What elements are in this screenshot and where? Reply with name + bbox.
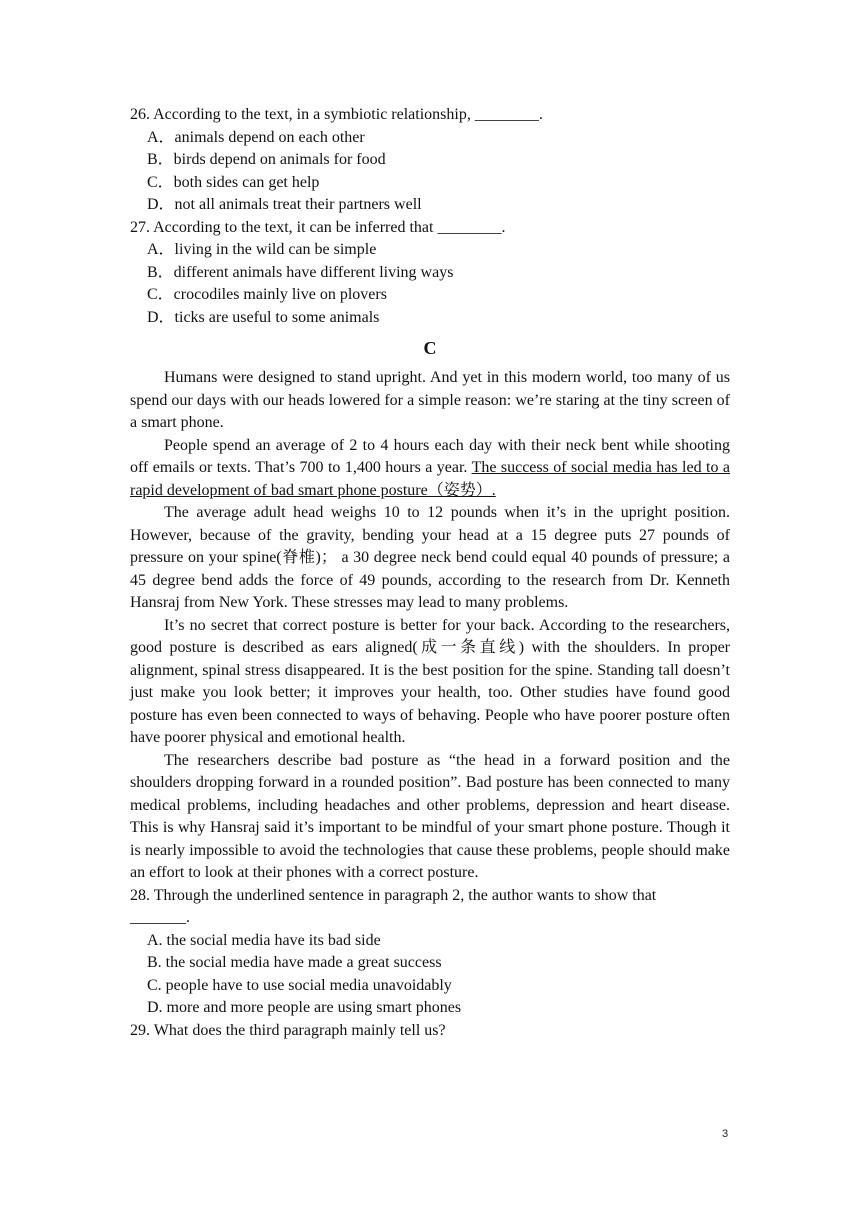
question-26-option-d: D．not all animals treat their partners well xyxy=(147,196,422,213)
document-page xyxy=(130,104,730,1042)
question-27-option-c: C．crocodiles mainly live on plovers xyxy=(147,286,387,303)
question-27-option-a: A．living in the wild can be simple xyxy=(147,241,377,258)
question-28-stem: 28. Through the underlined sentence in paragraph 2, the author wants to show that xyxy=(130,886,657,904)
passage-paragraph-2-text: People spend an average of 2 to 4 hours each day with their neck bent while shooting off emails or texts. That’s 700 to 1,400 hours a year. xyxy=(130,436,730,476)
page-number: 3 xyxy=(722,1128,729,1140)
passage-paragraph-4: It’s no secret that correct posture is better for your back. According to the researchers, good posture is described as ears aligned(成一条直线) with the shoulders. In proper alignment, spinal stress disappeared. It is the best position for the spine. Standing tall doesn’t just make you look better; it improves your health, too. Other studies have found good posture has even been connected to ways of behaving. People who have poorer posture often have poorer physical and emotional health. xyxy=(130,616,730,746)
question-28-option-c: C. people have to use social media unavoidably xyxy=(147,976,452,994)
question-28-blank: _______. xyxy=(130,909,190,926)
question-26-option-b: B．birds depend on animals for food xyxy=(147,151,386,168)
question-26-option-c: C．both sides can get help xyxy=(147,173,320,191)
passage-paragraph-1: Humans were designed to stand upright. And yet in this modern world, too many of us spend our days with our heads lowered for a simple reason: we’re staring at the tiny screen of a smart phone. xyxy=(130,369,730,431)
underlined-sentence: The success of social media has led to a rapid development of bad smart phone posture（姿势）. xyxy=(130,459,731,499)
question-28-option-d: D. more and more people are using smart phones xyxy=(147,999,462,1016)
question-27-option-d: D．ticks are useful to some animals xyxy=(147,308,380,326)
section-heading-c: C xyxy=(423,338,437,358)
passage-paragraph-2 xyxy=(130,435,730,503)
question-27-option-b: B．different animals have different living ways xyxy=(147,263,454,281)
passage-paragraph-3: The average adult head weighs 10 to 12 pounds when it’s in the upright position. However, because of the gravity, bending your head at a 15 degree puts 27 pounds of pressure on your spine(脊椎)； a 30 degree neck bend could equal 40 pounds of pressure; a 45 degree bend adds the force of 49 pounds, according to the research from Dr. Kenneth Hansraj from New York. These stresses may lead to many problems. xyxy=(130,504,730,611)
question-28-option-a: A. the social media have its bad side xyxy=(147,931,381,949)
question-27-stem: 27. According to the text, it can be inferred that ________. xyxy=(130,218,506,236)
question-29-stem: 29. What does the third paragraph mainly tell us? xyxy=(130,1021,446,1039)
passage-paragraph-5: The researchers describe bad posture as “the head in a forward position and the shoulders dropping forward in a rounded position”. Bad posture has been connected to many medical problems, including headaches and other problems, depression and heart disease. This is why Hansraj said it’s important to be mindful of your smart phone posture. Though it is nearly impossible to avoid the technologies that cause these problems, people should make an effort to look at their phones with a correct posture. xyxy=(130,751,730,881)
question-26-stem: 26. According to the text, in a symbiotic relationship, ________. xyxy=(130,106,543,123)
question-26-option-a: A．animals depend on each other xyxy=(147,128,365,146)
question-28-option-b: B. the social media have made a great success xyxy=(147,954,442,971)
